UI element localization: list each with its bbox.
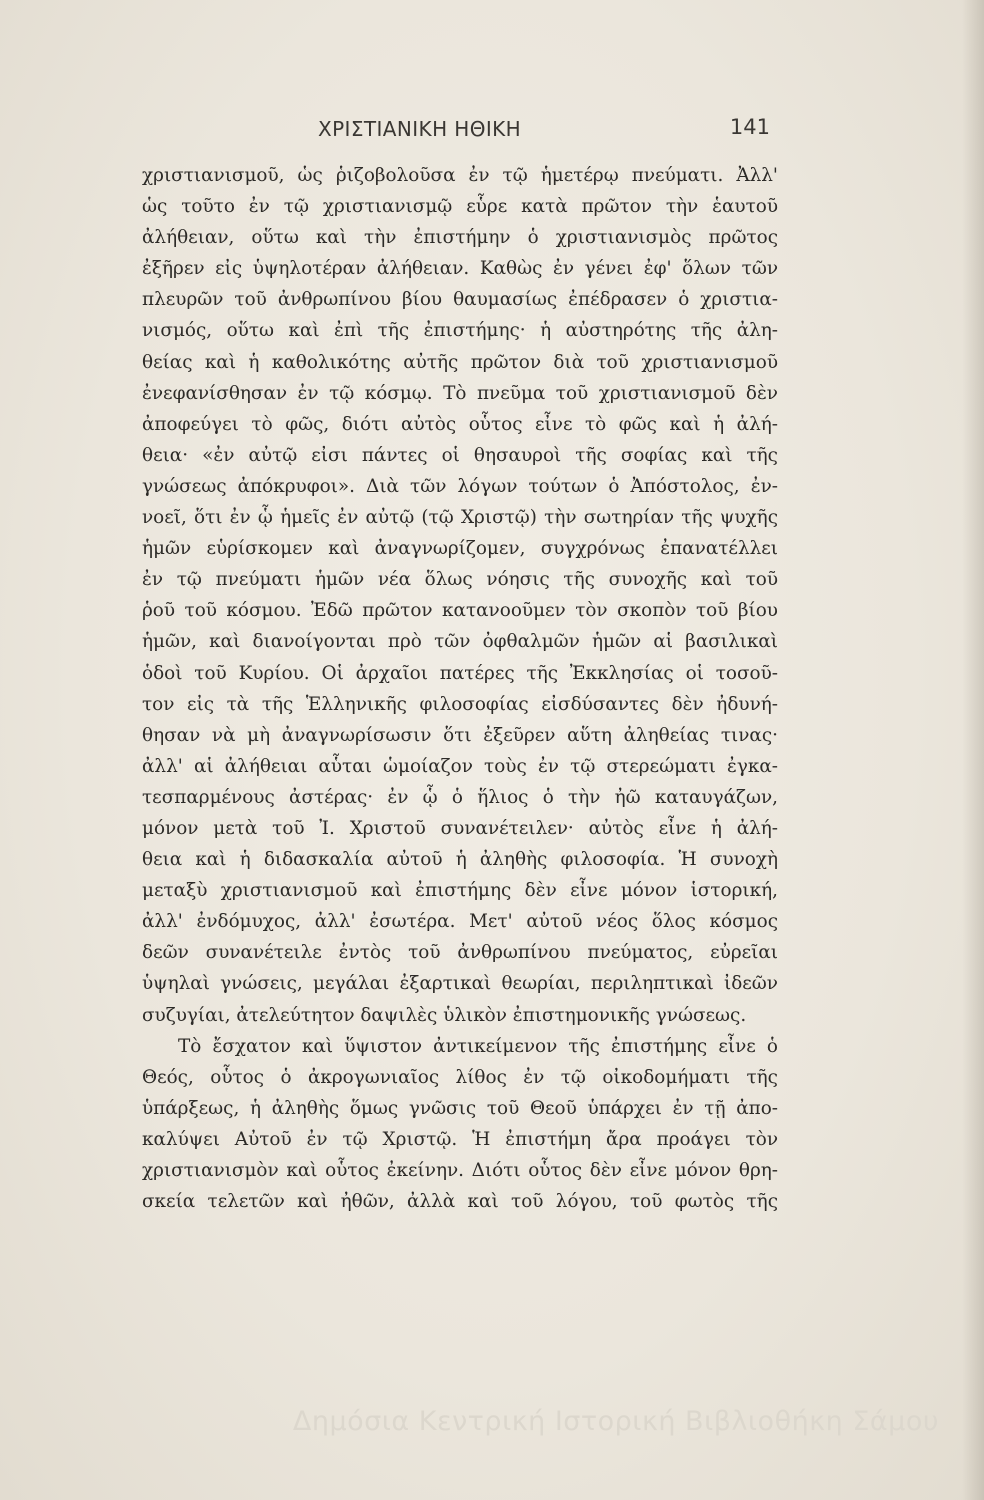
text-line: χριστιανισμοῦ, ὡς ῥιζοβολοῦσα ἐν τῷ ἡμετέρῳ πνεύματι. Ἀλλ'	[142, 165, 778, 186]
text-line: ἐν τῷ πνεύματι ἡμῶν νέα ὅλως νόησις τῆς συνοχῆς καὶ τοῦ	[142, 569, 778, 591]
text-line: ῥοῦ τοῦ κόσμου. Ἐδῶ πρῶτον κατανοοῦμεν τὸν σκοπὸν τοῦ βίου	[142, 600, 778, 622]
text-line: θεια· «ἐν αὐτῷ εἰσι πάντες οἱ θησαυροὶ τῆς σοφίας καὶ τῆς	[142, 444, 778, 466]
text-line: ὁδοὶ τοῦ Κυρίου. Οἱ ἀρχαῖοι πατέρες τῆς Ἐκκλησίας οἱ τοσοῦ-	[142, 662, 778, 684]
text-line: δεῶν συνανέτειλε ἐντὸς τοῦ ἀνθρωπίνου πνεύματος, εὐρεῖαι	[142, 942, 778, 964]
text-line: Θεός, οὗτος ὁ ἀκρογωνιαῖος λίθος ἐν τῷ οἰκοδομήματι τῆς	[142, 1066, 778, 1088]
text-line: ἀποφεύγει τὸ φῶς, διότι αὐτὸς οὗτος εἶνε τὸ φῶς καὶ ἡ ἀλή-	[142, 413, 778, 435]
text-line: χριστιανισμὸν καὶ οὗτος ἐκείνην. Διότι οὗτος δὲν εἶνε μόνον θρη-	[142, 1160, 778, 1181]
library-watermark: Δημόσια Κεντρική Ιστορική Βιβλιοθήκη Σάμου	[292, 1406, 939, 1437]
text-line: πλευρῶν τοῦ ἀνθρωπίνου βίου θαυμασίως ἐπέδρασεν ὁ χριστια-	[142, 289, 778, 311]
text-line: ὡς τοῦτο ἐν τῷ χριστιανισμῷ εὗρε κατὰ πρῶτον τὴν ἑαυτοῦ	[142, 196, 778, 218]
text-line: ἐνεφανίσθησαν ἐν τῷ κόσμῳ. Τὸ πνεῦμα τοῦ χριστιανισμοῦ δὲν	[142, 382, 778, 404]
page-header	[290, 113, 770, 147]
text-line: ὑψηλαὶ γνώσεις, μεγάλαι ἐξαρτικαὶ θεωρίαι, περιληπτικαὶ ἰδεῶν	[142, 973, 778, 995]
text-line: ἡμῶν, καὶ διανοίγονται πρὸ τῶν ὀφθαλμῶν ἡμῶν αἱ βασιλικαὶ	[142, 631, 778, 653]
text-line: μόνον μετὰ τοῦ Ἰ. Χριστοῦ συνανέτειλεν· αὐτὸς εἶνε ἡ ἀλή-	[142, 817, 778, 839]
text-line: ἀλήθειαν, οὕτω καὶ τὴν ἐπιστήμην ὁ χριστιανισμὸς πρῶτος	[142, 227, 778, 249]
text-line: ὑπάρξεως, ἡ ἀληθὴς ὅμως γνῶσις τοῦ Θεοῦ ὑπάρχει ἐν τῇ ἀπο-	[142, 1097, 778, 1119]
text-line: ἀλλ' ἐνδόμυχος, ἀλλ' ἐσωτέρα. Μετ' αὐτοῦ νέος ὅλος κόσμος	[142, 911, 778, 933]
text-line: σκεία τελετῶν καὶ ἠθῶν, ἀλλὰ καὶ τοῦ λόγου, τοῦ φωτὸς τῆς	[142, 1191, 778, 1213]
page-edge-shadow	[962, 0, 984, 1500]
text-line: τεσπαρμένους ἀστέρας· ἐν ᾧ ὁ ἥλιος ὁ τὴν ἠῶ καταυγάζων,	[142, 786, 778, 808]
text-line: θεια καὶ ἡ διδασκαλία αὐτοῦ ἡ ἀληθὴς φιλοσοφία. Ἡ συνοχὴ	[142, 849, 778, 871]
text-line: νισμός, οὕτω καὶ ἐπὶ τῆς ἐπιστήμης· ἡ αὐστηρότης τῆς ἀλη-	[142, 320, 778, 342]
text-line: τον εἰς τὰ τῆς Ἑλληνικῆς φιλοσοφίας εἰσδύσαντες δὲν ἠδυνή-	[142, 693, 778, 715]
page-number: 141	[729, 115, 770, 139]
paragraph-first-line: Τὸ ἔσχατον καὶ ὕψιστον ἀντικείμενον τῆς ἐπιστήμης εἶνε ὁ	[178, 1035, 778, 1057]
text-line: θείας καὶ ἡ καθολικότης αὐτῆς πρῶτον διὰ τοῦ χριστιανισμοῦ	[142, 351, 778, 373]
paragraph-last-line: συζυγίαι, ἀτελεύτητον δαψιλὲς ὑλικὸν ἐπιστημονικῆς γνώσεως.	[142, 1004, 747, 1026]
text-line: ἀλλ' αἱ ἀλήθειαι αὗται ὡμοίαζον τοὺς ἐν τῷ στερεώματι ἐγκα-	[142, 755, 778, 777]
text-line: καλύψει Αὐτοῦ ἐν τῷ Χριστῷ. Ἡ ἐπιστήμη ἄρα προάγει τὸν	[142, 1128, 778, 1150]
text-line: μεταξὺ χριστιανισμοῦ καὶ ἐπιστήμης δὲν εἶνε μόνον ἱστορική,	[142, 880, 778, 902]
text-line: γνώσεως ἀπόκρυφοι». Διὰ τῶν λόγων τούτων ὁ Ἀπόστολος, ἐν-	[142, 475, 778, 497]
running-title: ΧΡΙΣΤΙΑΝΙΚΗ ΗΘΙΚΗ	[318, 117, 522, 141]
text-line: νοεῖ, ὅτι ἐν ᾧ ἡμεῖς ἐν αὐτῷ (τῷ Χριστῷ) τὴν σωτηρίαν τῆς ψυχῆς	[142, 507, 778, 529]
text-line: ἡμῶν εὑρίσκομεν καὶ ἀναγνωρίζομεν, συγχρόνως ἐπανατέλλει	[142, 538, 778, 560]
body-text	[142, 160, 778, 1217]
text-line: θησαν νὰ μὴ ἀναγνωρίσωσιν ὅτι ἐξεῦρεν αὕτη ἀληθείας τινας·	[142, 724, 778, 746]
text-line: ἐξῆρεν εἰς ὑψηλοτέραν ἀλήθειαν. Καθὼς ἐν γένει ἐφ' ὅλων τῶν	[142, 258, 778, 280]
